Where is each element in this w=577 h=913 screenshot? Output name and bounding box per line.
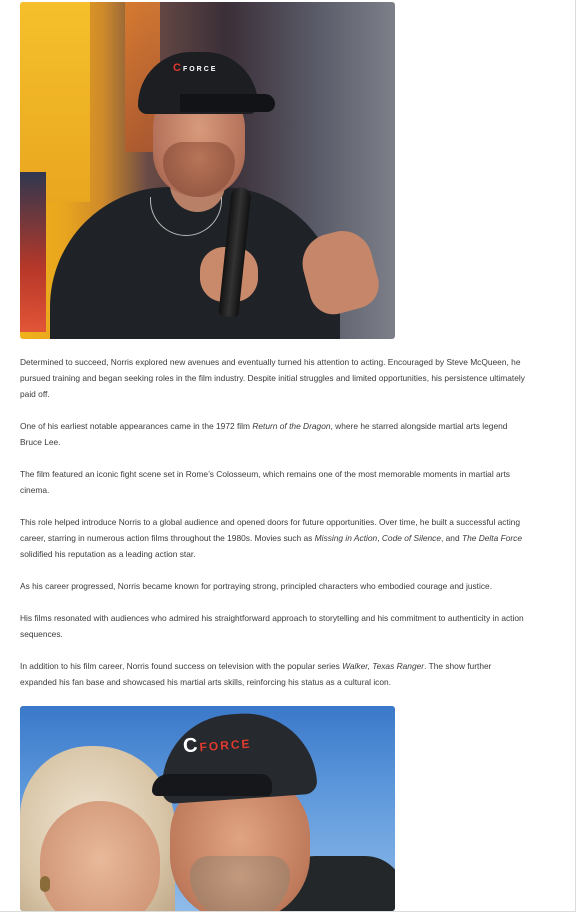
paragraph-text: The film featured an iconic fight scene set in Rome’s Colosseum, which remains one of the most memorable moments in martial arts cinema. [20,469,510,495]
article-paragraph [20,610,525,642]
title-reference: Missing in Action [314,533,378,543]
paragraph-text: This role helped introduce Norris to a global audience and opened doors for future opportunities. Over time, he built a successful acting career, starring in numerous action films throughout the 1980s. Movies such as [20,517,520,543]
beard [190,856,290,911]
title-reference: Code of Silence [381,533,441,543]
article-paragraph [20,658,525,690]
cap-brim [152,774,272,796]
paragraph-text: , where he starred alongside martial arts legend Bruce Lee. [20,421,508,447]
title-reference: Return of the Dragon [252,421,331,431]
article-paragraph [20,418,525,450]
article-text [20,354,525,690]
paragraph-text: . The show further expanded his fan base and showcased his martial arts skills, reinforcing his status as a cultural icon. [20,661,492,687]
paragraph-text: , [377,533,382,543]
article-paragraph [20,466,525,498]
article-photo-couple[interactable] [20,706,395,911]
article-body [20,2,525,911]
paragraph-text: His films resonated with audiences who admired his straightforward approach to storytelling and his commitment to authenticity in action sequences. [20,613,524,639]
cap-logo: CFORCE [173,62,218,74]
article-paragraph [20,514,525,562]
paragraph-text: One of his earliest notable appearances came in the 1972 film [20,421,253,431]
cap-logo: CFORCE [182,734,252,758]
article-paragraph [20,578,525,594]
background-banner [20,172,46,332]
paragraph-text: Determined to succeed, Norris explored new avenues and eventually turned his attention to acting. Encouraged by Steve McQueen, he pursued training and began seeking roles in the film industry. Despite initial struggles and limited opportunities, his persistence ultimately paid off. [20,357,525,399]
earring [40,876,50,892]
paragraph-text: In addition to his film career, Norris found success on television with the popular series [20,661,343,671]
article-paragraph [20,354,525,402]
paragraph-text: , and [441,533,462,543]
paragraph-text: solidified his reputation as a leading action star. [20,549,196,559]
article-photo-speaking[interactable] [20,2,395,339]
paragraph-text: As his career progressed, Norris became known for portraying strong, principled characters who embodied courage and justice. [20,581,493,591]
title-reference: Walker, Texas Ranger [342,661,425,671]
face [40,801,160,911]
cap-brim [180,94,275,112]
title-reference: The Delta Force [461,533,523,543]
